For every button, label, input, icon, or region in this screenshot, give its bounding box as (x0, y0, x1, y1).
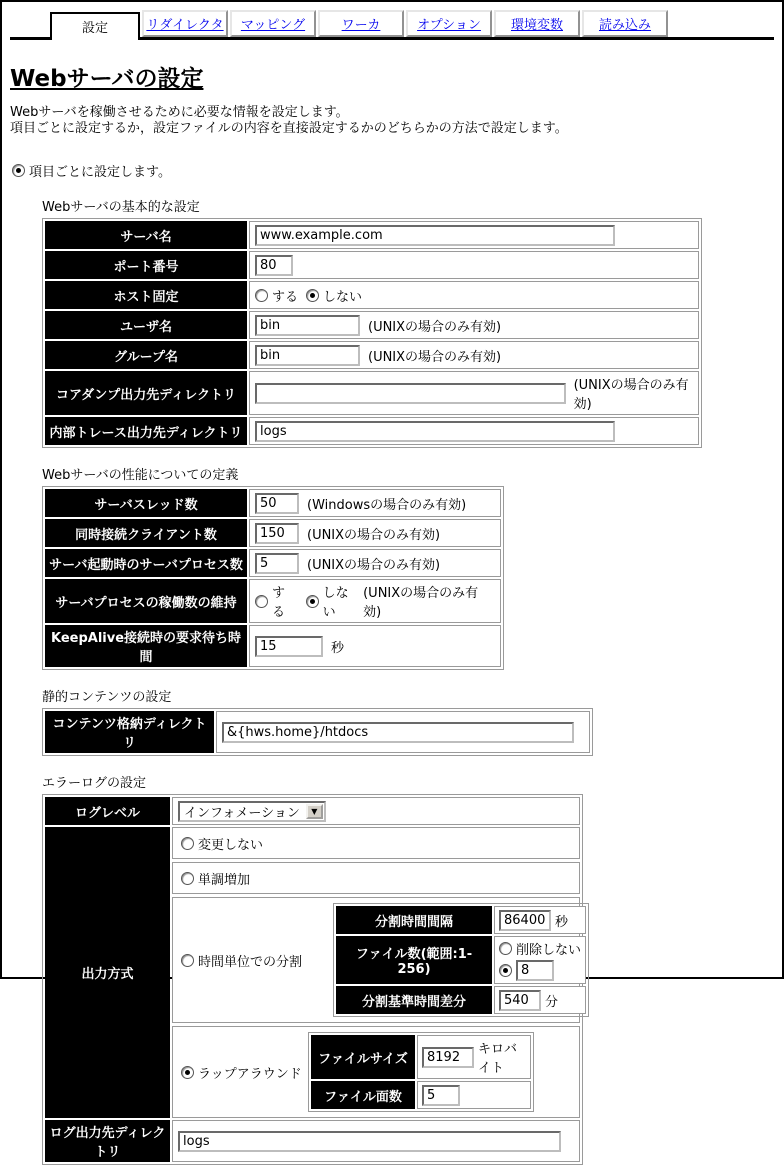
table-row (336, 936, 586, 984)
user-unix-note: (UNIXの場合のみ有効) (368, 319, 502, 335)
start-processes-unix-note: (UNIXの場合のみ有効) (307, 557, 441, 573)
time-division-radio[interactable] (181, 954, 194, 967)
time-division-table (333, 903, 589, 1017)
keepalive-label: KeepAlive接続時の要求待ち時間 (45, 625, 247, 667)
static-content-table (42, 708, 593, 756)
tab-load[interactable] (582, 10, 668, 37)
server-name-input[interactable] (255, 225, 615, 246)
keep-processes-no-radio[interactable] (306, 595, 319, 608)
mode-per-item-radio[interactable] (12, 164, 25, 177)
log-level-label: ログレベル (45, 797, 170, 825)
log-dir-label: ログ出力先ディレクトリ (45, 1120, 170, 1162)
tab-redirector[interactable] (142, 10, 228, 37)
file-count-label: ファイル数(範囲:1-256) (336, 936, 492, 984)
interval-input[interactable] (499, 910, 551, 931)
section-title-basic: Webサーバの基本的な設定 (42, 200, 200, 215)
port-input[interactable] (255, 255, 293, 276)
start-processes-input[interactable] (255, 553, 299, 574)
max-clients-input[interactable] (255, 523, 299, 544)
max-clients-label: 同時接続クライアント数 (45, 519, 247, 547)
time-division-label: 時間単位での分割 (198, 954, 303, 970)
tab-options[interactable] (406, 10, 492, 37)
interval-unit: 秒 (555, 914, 569, 930)
server-threads-label: サーバスレッド数 (45, 489, 247, 517)
table-row (45, 281, 699, 309)
table-row (311, 1081, 531, 1109)
table-row (45, 519, 501, 547)
port-label: ポート番号 (45, 251, 247, 279)
tab-mapping[interactable] (230, 10, 316, 37)
table-row (45, 711, 590, 753)
keep-processes-no-label: しない (322, 586, 349, 620)
table-row (45, 827, 580, 1118)
basic-settings-table (42, 218, 702, 448)
description-line-2: 項目ごとに設定するか，設定ファイルの内容を直接設定するかのどちらかの方法で設定します。 (10, 121, 568, 136)
page-title: Webサーバの設定 (10, 66, 204, 92)
table-row (45, 311, 699, 339)
table-row (45, 625, 501, 667)
tab-bar (10, 10, 774, 40)
file-faces-input[interactable] (422, 1085, 460, 1106)
table-row (45, 489, 501, 517)
output-option-no-change (172, 827, 580, 859)
host-fixed-label: ホスト固定 (45, 281, 247, 309)
table-row (45, 797, 580, 825)
error-log-table (42, 794, 583, 1165)
host-fixed-yes-radio[interactable] (255, 289, 268, 302)
server-threads-input[interactable] (255, 493, 299, 514)
user-name-label: ユーザ名 (45, 311, 247, 339)
log-dir-input[interactable] (178, 1131, 561, 1152)
page-description (10, 105, 774, 137)
log-level-value: インフォメーション (184, 805, 300, 821)
tab-env-vars[interactable] (494, 10, 580, 37)
chevron-down-icon[interactable]: ▼ (306, 804, 323, 819)
trace-dir-label: 内部トレース出力先ディレクトリ (45, 417, 247, 445)
coredump-dir-label: コアダンプ出力先ディレクトリ (45, 371, 247, 415)
keepalive-unit: 秒 (331, 640, 345, 656)
table-row (336, 986, 586, 1014)
keep-processes-yes-label: する (272, 586, 286, 620)
tab-worker[interactable] (318, 10, 404, 37)
table-row (45, 579, 501, 623)
tab-worker-label: ワーカ (341, 18, 381, 33)
host-fixed-yes-label: する (272, 289, 299, 305)
group-unix-note: (UNIXの場合のみ有効) (368, 349, 502, 365)
no-change-label: 変更しない (198, 837, 264, 853)
max-clients-unix-note: (UNIXの場合のみ有効) (307, 527, 441, 543)
tab-settings-label: 設定 (81, 21, 108, 36)
table-row (45, 221, 699, 249)
table-row (45, 251, 699, 279)
docroot-label: コンテンツ格納ディレクトリ (45, 711, 214, 753)
threads-windows-note: (Windowsの場合のみ有効) (307, 497, 467, 513)
file-size-unit: キロバイト (478, 1042, 518, 1076)
file-count-input[interactable] (516, 960, 554, 981)
table-row (45, 371, 699, 415)
output-method-label: 出力方式 (45, 827, 170, 1118)
wraparound-radio[interactable] (181, 1066, 194, 1079)
file-size-input[interactable] (422, 1047, 474, 1068)
group-name-input[interactable] (255, 345, 360, 366)
group-name-label: グループ名 (45, 341, 247, 369)
keep-processes-label: サーバプロセスの稼働数の維持 (45, 579, 247, 623)
host-fixed-no-radio[interactable] (306, 289, 319, 302)
output-option-time-division (172, 897, 580, 1023)
tab-settings[interactable] (50, 12, 140, 40)
performance-table (42, 486, 504, 670)
tab-options-label: オプション (417, 18, 481, 33)
wraparound-label: ラップアラウンド (198, 1066, 302, 1082)
mode-selection (12, 161, 782, 180)
keepalive-input[interactable] (255, 636, 323, 657)
monotonic-label: 単調増加 (198, 872, 251, 888)
tab-load-label: 読み込み (598, 18, 651, 33)
output-option-wraparound (172, 1026, 580, 1118)
server-name-label: サーバ名 (45, 221, 247, 249)
base-offset-unit: 分 (545, 994, 559, 1010)
file-size-label: ファイルサイズ (311, 1035, 415, 1079)
section-title-static: 静的コンテンツの設定 (42, 690, 172, 705)
table-row (45, 549, 501, 577)
keep-processes-unix-note: (UNIXの場合のみ有効) (363, 586, 479, 620)
tab-env-vars-label: 環境変数 (510, 18, 563, 33)
section-title-error-log: エラーログの設定 (42, 776, 147, 791)
output-option-monotonic (172, 862, 580, 894)
tab-mapping-label: マッピング (240, 18, 306, 33)
table-row (45, 417, 699, 445)
keep-processes-yes-radio[interactable] (255, 595, 268, 608)
table-row (311, 1035, 531, 1079)
coredump-unix-note: (UNIXの場合のみ有効) (573, 378, 689, 412)
docroot-input[interactable] (222, 722, 574, 743)
file-faces-label: ファイル面数 (311, 1081, 415, 1109)
table-row (45, 1120, 580, 1162)
host-fixed-no-label: しない (323, 289, 363, 305)
mode-per-item-label: 項目ごとに設定します。 (29, 165, 171, 180)
base-offset-label: 分割基準時間差分 (336, 986, 492, 1014)
tab-redirector-label: リダイレクタ (146, 18, 224, 33)
wraparound-table (308, 1032, 534, 1112)
table-row (45, 341, 699, 369)
user-name-input[interactable] (255, 315, 360, 336)
file-count-value-radio[interactable] (499, 964, 512, 977)
description-line-1: Webサーバを稼働させるために必要な情報を設定します。 (10, 105, 349, 120)
file-count-no-delete-radio[interactable] (499, 942, 512, 955)
monotonic-radio[interactable] (181, 872, 194, 885)
start-processes-label: サーバ起動時のサーバプロセス数 (45, 549, 247, 577)
base-offset-input[interactable] (499, 990, 541, 1011)
file-count-no-delete-label: 削除しない (516, 943, 582, 958)
section-title-performance: Webサーバの性能についての定義 (42, 468, 239, 483)
trace-dir-input[interactable] (255, 421, 615, 442)
coredump-dir-input[interactable] (255, 383, 566, 404)
interval-label: 分割時間間隔 (336, 906, 492, 934)
table-row (336, 906, 586, 934)
log-level-select[interactable] (178, 801, 326, 822)
no-change-radio[interactable] (181, 837, 194, 850)
